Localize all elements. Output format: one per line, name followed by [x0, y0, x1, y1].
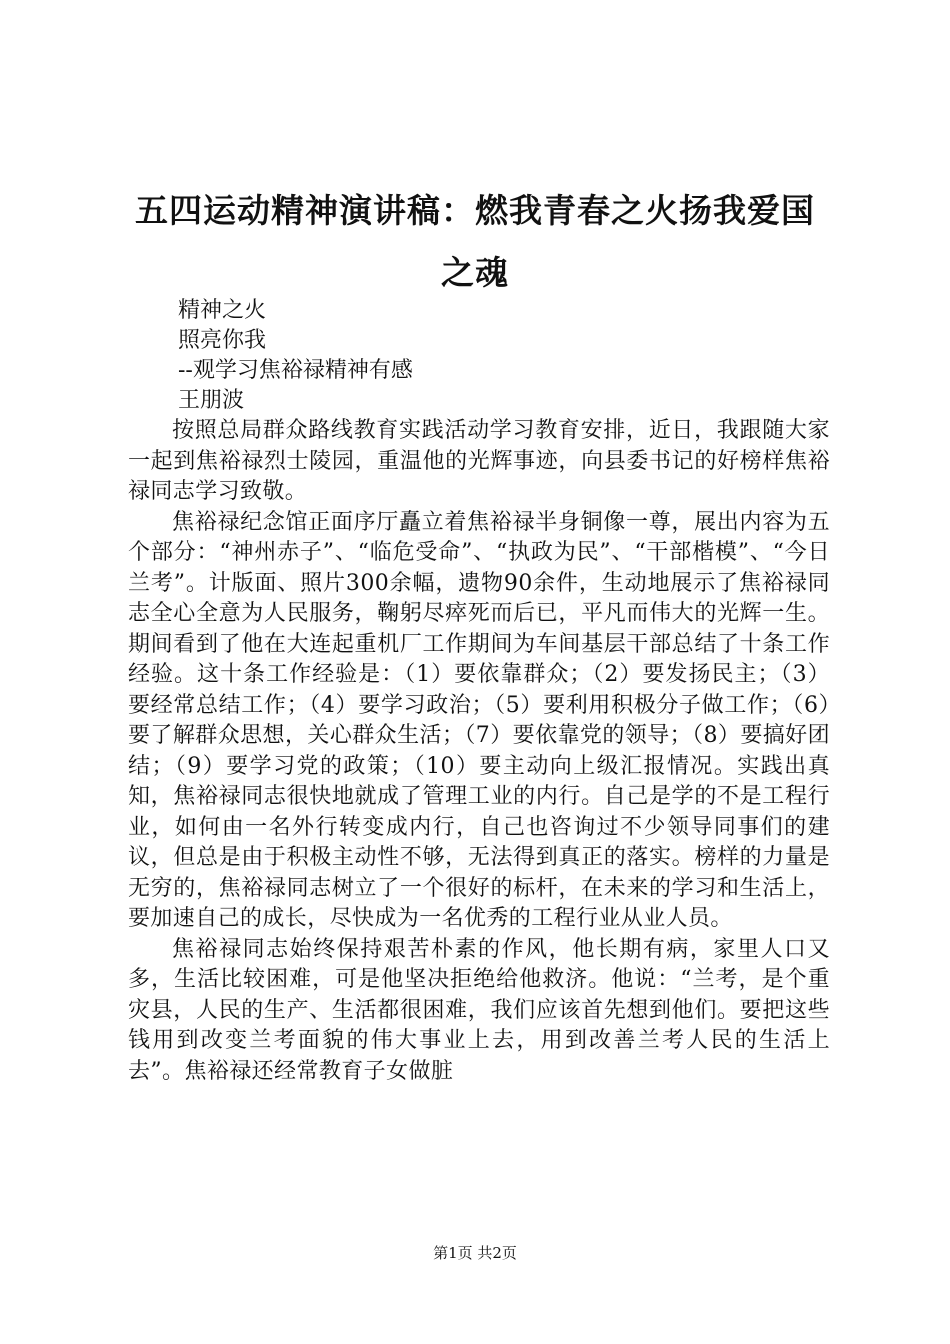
subtitle-line-3: --观学习焦裕禄精神有感: [178, 358, 413, 383]
page-footer: 第1页 共2页: [433, 1244, 517, 1262]
paragraph-1: 按照总局群众路线教育实践活动学习教育安排，近日，我跟随大家一起到焦裕禄烈士陵园，重温他的光辉事迹，向县委书记的好榜样焦裕禄同志学习致敬。: [128, 418, 830, 504]
subtitle-line-1: 精神之火: [178, 298, 267, 323]
paragraph-3: 焦裕禄同志始终保持艰苦朴素的作风，他长期有病，家里人口又多，生活比较困难，可是他坚决拒绝给他救济。他说：“兰考，是个重灾县，人民的生产、生活都很困难，我们应该首先想到他们。要把这些钱用到改变兰考面貌的伟大事业上去，用到改善兰考人民的生活上去”。焦裕禄还经常教育子女做脏: [128, 936, 830, 1084]
document-body: [128, 296, 830, 1087]
document-title: 五四运动精神演讲稿：燃我青春之火扬我爱国之魂: [135, 191, 815, 292]
author-name: 王朋波: [178, 388, 245, 413]
paragraph-2: 焦裕禄纪念馆正面序厅矗立着焦裕禄半身铜像一尊，展出内容为五个部分：“神州赤子”、“临危受命”、“执政为民”、“干部楷模”、“今日兰考”。计版面、照片300余幅，遗物90余件，生动地展示了焦裕禄同志全心全意为人民服务，鞠躬尽瘁死而后已，平凡而伟大的光辉一生。期间看到了他在大连起重机厂工作期间为车间基层干部总结了十条工作经验。这十条工作经验是：（1）要依靠群众；（2）要发扬民主；（3）要经常总结工作；（4）要学习政治；（5）要利用积极分子做工作；（6）要了解群众思想，关心群众生活；（7）要依靠党的领导；（8）要搞好团结；（9）要学习党的政策；（10）要主动向上级汇报情况。实践出真知，焦裕禄同志很快地就成了管理工业的内行。自己是学的不是工程行业，如何由一名外行转变成内行，自己也咨询过不少领导同事们的建议，但总是由于积极主动性不够，无法得到真正的落实。榜样的力量是无穷的，焦裕禄同志树立了一个很好的标杆，在未来的学习和生活上，要加速自己的成长，尽快成为一名优秀的工程行业从业人员。: [128, 509, 830, 931]
subtitle-line-2: 照亮你我: [178, 328, 267, 353]
